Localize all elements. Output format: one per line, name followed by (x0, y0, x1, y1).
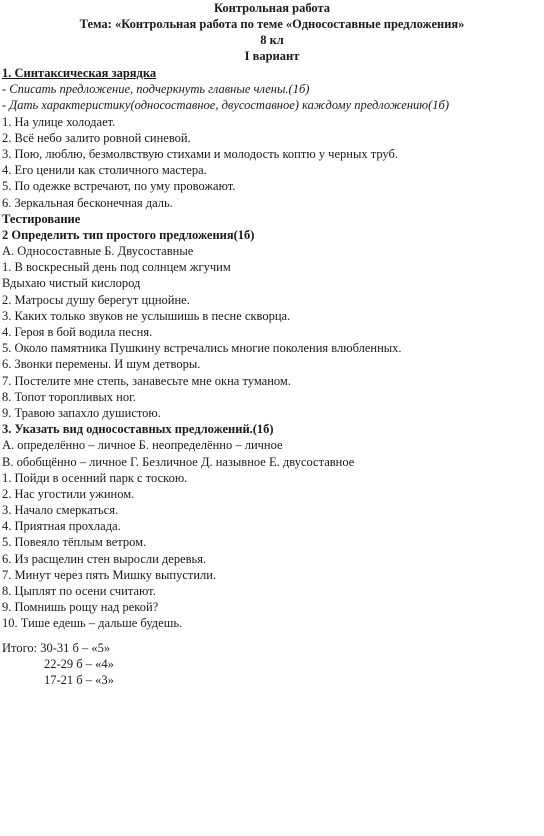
text-line: 3. Каких только звуков не услышишь в песне скворца. (2, 308, 291, 323)
text-line: 5. Около памятника Пушкину встречались многие поколения влюбленных. (2, 341, 402, 356)
text-line: 3. Указать вид односоставных предложений.(1б) (2, 422, 274, 437)
text-line: 6. Звонки перемены. И шум детворы. (2, 357, 201, 372)
text-line: 1. На улице холодает. (2, 114, 116, 129)
grade-line: 22-29 б – «4» (44, 657, 114, 672)
text-line: 6. Из расщелин стен выросли деревья. (2, 551, 207, 566)
text-line: 5. По одежке встречают, по уму провожают. (2, 179, 236, 194)
text-line: 10. Тише едешь – дальше будешь. (2, 616, 183, 631)
text-line: - Списать предложение, подчеркнуть главные члены.(1б) (2, 82, 310, 97)
text-line: 1. Пойди в осенний парк с тоскою. (2, 470, 188, 485)
text-line: А. Односоставные Б. Двусоставные (2, 244, 194, 259)
document-grade: 8 кл (260, 33, 284, 47)
text-line: 7. Постелите мне степь, занавесьте мне окна туманом. (2, 373, 291, 388)
text-line: - Дать характеристику(односоставное, двусоставное) каждому предложению(1б) (2, 98, 449, 113)
grading-scale (2, 640, 302, 689)
text-line: 3. Пою, люблю, безмолвствую стихами и молодость коптю у черных труб. (2, 146, 398, 161)
text-line: 1. В воскресный день под солнцем жгучим (2, 260, 231, 275)
text-line: 2. Нас угостили ужином. (2, 486, 135, 501)
text-line: 2 Определить тип простого предложения(1б) (2, 227, 255, 242)
text-line: В. обобщённо – личное Г. Безличное Д. назывное Е. двусоставное (2, 454, 355, 469)
text-line: 2. Матросы душу берегут ццнойне. (2, 292, 190, 307)
text-line: 5. Повеяло тёплым ветром. (2, 535, 147, 550)
text-line: 2. Всё небо залито ровной синевой. (2, 130, 191, 145)
document-title: Контрольная работа (213, 1, 331, 15)
text-line: 9. Травою запахло душистою. (2, 405, 161, 420)
grade-line: Итого: 30-31 б – «5» (2, 641, 111, 655)
document-variant: I вариант (244, 49, 300, 63)
text-line: 1. Синтаксическая зарядка (2, 66, 157, 80)
text-line: 3. Начало смеркаться. (2, 503, 119, 518)
text-line: 6. Зеркальная бесконечная даль. (2, 195, 173, 210)
document-body (2, 65, 542, 632)
text-line: Вдыхаю чистый кислород (2, 276, 141, 291)
document-topic: Тема: «Контрольная работа по теме «Односоставные предложения» (79, 17, 465, 31)
text-line: 7. Минут через пять Мишку выпустили. (2, 567, 217, 582)
text-line: 4. Приятная прохлада. (2, 519, 121, 534)
text-line: 8. Цыплят по осени считают. (2, 584, 156, 598)
grade-line: 17-21 б – «3» (44, 673, 114, 688)
text-line: Тестирование (2, 211, 81, 226)
text-line: 4. Его ценили как столичного мастера. (2, 163, 207, 178)
text-line: 4. Героя в бой водила песня. (2, 325, 153, 339)
text-line: А. определённо – личное Б. неопределённо – личное (2, 438, 283, 453)
text-line: 9. Помнишь рощу над рекой? (2, 600, 159, 615)
text-line: 8. Топот торопливых ног. (2, 389, 136, 404)
